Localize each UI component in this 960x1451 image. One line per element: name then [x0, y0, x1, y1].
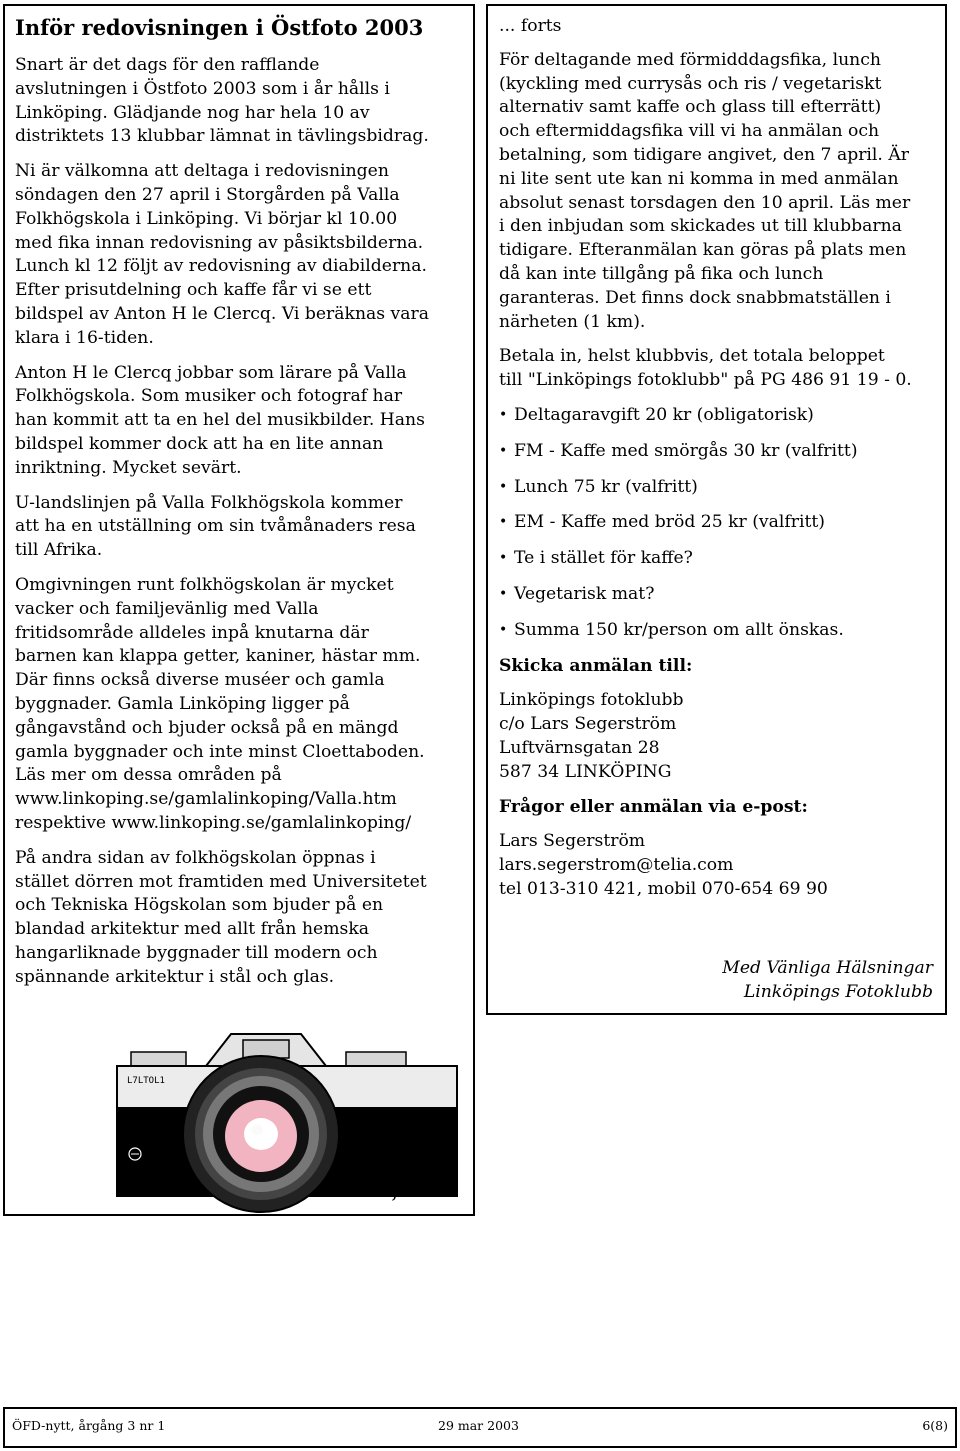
bullet-icon: •	[499, 478, 508, 495]
text-line: Betala in, helst klubbvis, det totala beloppet	[499, 346, 885, 367]
paragraph	[499, 49, 944, 335]
text-line: Anton H le Clercq jobbar som lärare på Valla	[15, 362, 407, 383]
continued-marker: forts ...	[393, 1182, 456, 1202]
continued-heading: ... forts	[499, 16, 562, 36]
text-line: Omgivningen runt folkhögskolan är mycket	[15, 574, 394, 595]
right-column	[499, 15, 944, 913]
footer-page-number: 6(8)	[922, 1418, 948, 1433]
text-line: Folkhögskola. Som musiker och fotograf har	[15, 386, 403, 407]
contact-line: Lars Segerström	[499, 831, 646, 852]
text-line: klara i 16-tiden.	[15, 327, 154, 348]
questions-heading: Frågor eller anmälan via e-post:	[499, 796, 808, 817]
text-line: Linköping. Glädjande nog har hela 10 av	[15, 102, 370, 123]
text-line: ni lite sent ute kan ni komma in med anmälan	[499, 168, 899, 189]
text-line: fritidsområde alldeles inpå knutarna där	[15, 622, 369, 643]
contact-block	[499, 830, 944, 901]
bullet-icon: •	[499, 621, 508, 638]
article-title: Inför redovisningen i Östfoto 2003	[15, 15, 424, 40]
text-line: Läs mer om dessa områden på	[15, 765, 282, 786]
text-line: till Afrika.	[15, 540, 103, 561]
fee-list-text: EM - Kaffe med bröd 25 kr (valfritt)	[514, 512, 825, 533]
text-line: söndagen den 27 april i Storgården på Valla	[15, 184, 400, 205]
text-line: och eftermiddagsfika vill vi ha anmälan och	[499, 121, 880, 142]
left-column	[15, 15, 467, 1000]
paragraph	[15, 492, 467, 563]
text-line: i den inbjudan som skickades ut till klubbarna	[499, 216, 902, 237]
bullet-icon: •	[499, 442, 508, 459]
signature	[499, 956, 933, 1004]
paragraph	[15, 574, 467, 836]
text-line: med fika innan redovisning av påsiktsbilderna.	[15, 232, 424, 253]
text-line: Snart är det dags för den rafflande	[15, 55, 320, 75]
paragraph	[499, 345, 944, 393]
text-line: respektive www.linkoping.se/gamlalinkoping/	[15, 812, 412, 833]
signature-line: Linköpings Fotoklubb	[743, 982, 933, 1002]
text-line: inriktning. Mycket sevärt.	[15, 457, 242, 478]
text-line: garanteras. Det finns dock snabbmatställen i	[499, 287, 891, 308]
text-line: www.linkoping.se/gamlalinkoping/Valla.htm	[15, 789, 397, 810]
bullet-icon: •	[499, 406, 508, 423]
footer-date: 29 mar 2003	[438, 1418, 519, 1433]
text-line: U-landslinjen på Valla Folkhögskola kommer	[15, 492, 403, 513]
fee-list-text: FM - Kaffe med smörgås 30 kr (valfritt)	[514, 440, 858, 461]
text-line: betalning, som tidigare angivet, den 7 april. Är	[499, 144, 909, 165]
text-line: Där finns också diverse muséer och gamla	[15, 670, 385, 691]
address-line: Linköpings fotoklubb	[499, 690, 684, 711]
fee-list-item	[499, 547, 944, 571]
text-line: Lunch kl 12 följt av redovisning av diabilderna.	[15, 256, 427, 277]
text-line: (kyckling med currysås och ris / vegetariskt	[499, 73, 882, 94]
fee-list-text: Deltagaravgift 20 kr (obligatorisk)	[514, 404, 814, 425]
left-paragraphs	[15, 54, 467, 989]
fee-list-item	[499, 404, 944, 428]
send-heading: Skicka anmälan till:	[499, 655, 693, 676]
fee-list-item	[499, 511, 944, 535]
paragraph	[15, 160, 467, 350]
fee-list-text: Vegetarisk mat?	[514, 583, 655, 604]
paragraph	[15, 847, 467, 990]
text-line: blandad arkitektur med allt från hemska	[15, 919, 369, 940]
text-line: att ha en utställning om sin tvåmånaders resa	[15, 516, 416, 537]
bullet-icon: •	[499, 585, 508, 602]
text-line: absolut senast torsdagen den 10 april. Läs mer	[499, 192, 911, 213]
text-line: stället dörren mot framtiden med Universitetet	[15, 871, 427, 892]
bullet-icon: •	[499, 550, 508, 567]
fee-list-text: Lunch 75 kr (valfritt)	[514, 476, 698, 497]
text-line: På andra sidan av folkhögskolan öppnas i	[15, 847, 376, 868]
text-line: spännande arkitektur i stål och glas.	[15, 966, 335, 987]
paragraph	[15, 54, 467, 149]
address-block	[499, 689, 944, 784]
text-line: vacker och familjevänlig med Valla	[15, 598, 319, 619]
text-line: gamla byggnader och inte minst Cloettaboden.	[15, 741, 425, 762]
footer-publication: ÖFD-nytt, årgång 3 nr 1	[12, 1418, 166, 1433]
fee-list-item	[499, 476, 944, 500]
fee-list-text: Te i stället för kaffe?	[514, 548, 693, 569]
address-line: c/o Lars Segerström	[499, 714, 677, 735]
camera-label: L7LTOL1	[127, 1076, 165, 1086]
contact-line: tel 013-310 421, mobil 070-654 69 90	[499, 878, 828, 899]
text-line: byggnader. Gamla Linköping ligger på	[15, 693, 350, 714]
text-line: avslutningen i Östfoto 2003 som i år hålls i	[15, 78, 390, 99]
fee-list-item	[499, 440, 944, 464]
text-line: distriktets 13 klubbar lämnat in tävlingsbidrag.	[15, 126, 429, 147]
text-line: alternativ samt kaffe och glass till efterrätt)	[499, 97, 882, 118]
bullet-icon: •	[499, 514, 508, 531]
text-line: till "Linköpings fotoklubb" på PG 486 91 19 - 0.	[499, 370, 912, 391]
text-line: Efter prisutdelning och kaffe får vi se ett	[15, 280, 372, 301]
text-line: och Tekniska Högskolan som bjuder på en	[15, 895, 384, 916]
text-line: hangarliknade byggnader till modern och	[15, 942, 378, 963]
right-paragraphs	[499, 49, 944, 393]
paragraph	[15, 362, 467, 481]
address-line: 587 34 LINKÖPING	[499, 761, 672, 782]
text-line: bildspel av Anton H le Clercq. Vi beräknas vara	[15, 303, 429, 324]
text-line: närheten (1 km).	[499, 311, 646, 332]
text-line: För deltagande med förmidddagsfika, lunch	[499, 49, 881, 70]
text-line: tidigare. Efteranmälan kan göras på plats men	[499, 240, 907, 261]
text-line: han kommit att ta en hel del musikbilder. Hans	[15, 410, 425, 431]
text-line: barnen kan klappa getter, kaniner, hästar mm.	[15, 646, 421, 667]
text-line: då kan inte tillgång på fika och lunch	[499, 263, 824, 284]
address-line: Luftvärnsgatan 28	[499, 737, 660, 758]
fee-list	[499, 404, 944, 643]
fee-list-item	[499, 619, 944, 643]
fee-list-item	[499, 583, 944, 607]
fee-list-text: Summa 150 kr/person om allt önskas.	[514, 619, 844, 640]
text-line: Ni är välkomna att deltaga i redovisningen	[15, 161, 389, 182]
text-line: bildspel kommer dock att ha en lite annan	[15, 433, 384, 454]
text-line: gångavstånd och bjuder också på en mängd	[15, 717, 399, 738]
contact-line: lars.segerstrom@telia.com	[499, 855, 734, 876]
text-line: Folkhögskola i Linköping. Vi börjar kl 10.00	[15, 208, 398, 229]
signature-line: Med Vänliga Hälsningar	[722, 958, 933, 978]
